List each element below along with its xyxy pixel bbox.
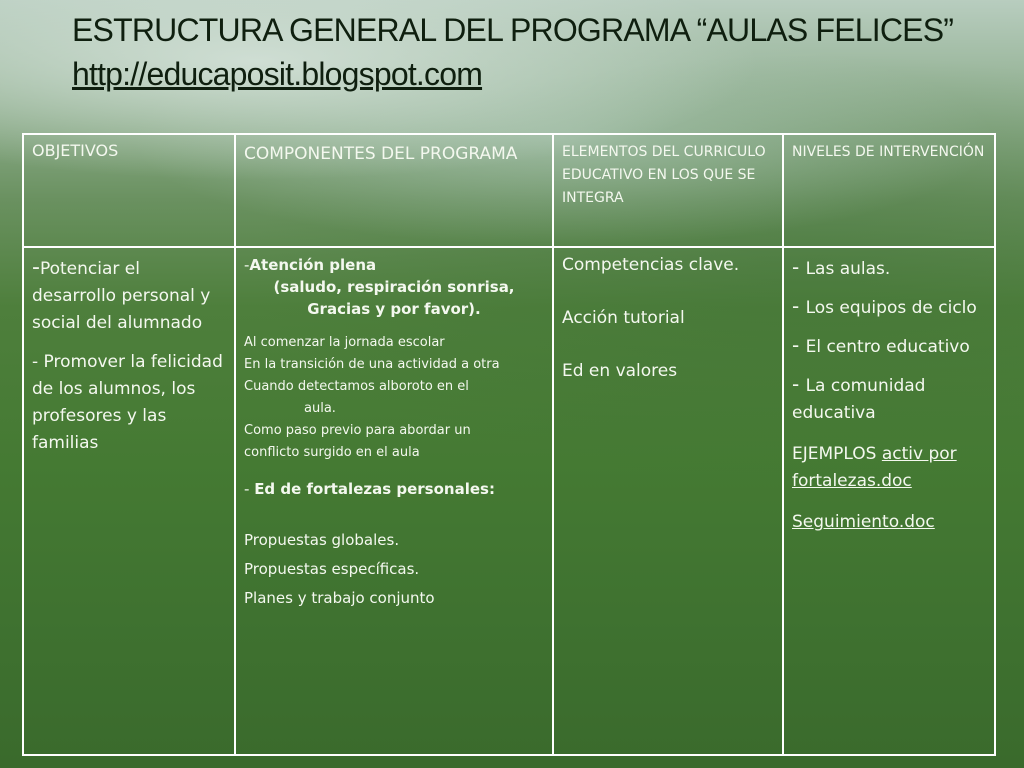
header-elementos [553,134,783,247]
program-structure-table [22,133,996,756]
componentes-cell [235,247,553,755]
header-objetivos-label: OBJETIVOS [32,141,119,160]
moment-line: aula. [304,401,336,416]
moment-line: Al comenzar la jornada escolar [244,335,445,350]
seguimiento-line [792,509,986,536]
ejemplos-line: EJEMPLOS activ por fortalezas.doc [792,444,957,491]
header-componentes [235,134,553,247]
table-header-row [23,134,995,247]
atencion-plena-heading: -Atención plena [244,256,377,274]
atencion-plena-detail: (saludo, respiración sonrisa, Gracias y por favor). [273,278,515,318]
header-niveles [783,134,995,247]
nivel-item: - La comunidad educativa [792,372,926,423]
fortalezas-heading: - Ed de fortalezas personales: [244,480,495,498]
propuesta-item: Planes y trabajo conjunto [244,589,435,607]
slide-title-block [72,8,1002,96]
activ-fortalezas-link[interactable]: activ por fortalezas.doc [792,444,957,491]
moment-line: Como paso previo para abordar un [244,423,471,438]
niveles-cell [783,247,995,755]
seguimiento-link[interactable]: Seguimiento.doc [792,512,935,532]
objetivos-cell [23,247,235,755]
elementos-cell [553,247,783,755]
elemento-item: Acción tutorial [562,308,685,328]
objetivo-item: -Potenciar el desarrollo personal y social del alumnado [32,255,211,333]
header-elementos-label: ELEMENTOS DEL CURRICULO EDUCATIVO EN LOS QUE SE INTEGRA [562,144,766,206]
header-objetivos [23,134,235,247]
header-niveles-label: NIVELES DE INTERVENCIÓN [792,144,985,160]
propuesta-item: Propuestas específicas. [244,560,420,578]
nivel-item: - Las aulas. [792,255,891,279]
slide-title: ESTRUCTURA GENERAL DEL PROGRAMA “AULAS FELICES” [72,12,954,48]
nivel-item: - Los equipos de ciclo [792,294,977,318]
nivel-item: - El centro educativo [792,333,970,357]
elemento-item: Competencias clave. [562,255,740,275]
moment-line: En la transición de una actividad a otra [244,357,500,372]
propuesta-item: Propuestas globales. [244,531,400,549]
table-row [23,247,995,755]
header-componentes-label: COMPONENTES DEL PROGRAMA [244,144,518,164]
objetivo-item: - Promover la felicidad de los alumnos, los profesores y las familias [32,352,223,453]
blog-url-link[interactable]: http://educaposit.blogspot.com [72,56,483,92]
moment-line: Cuando detectamos alboroto en el [244,379,469,394]
moment-line: conflicto surgido en el aula [244,445,420,460]
elemento-item: Ed en valores [562,361,678,381]
